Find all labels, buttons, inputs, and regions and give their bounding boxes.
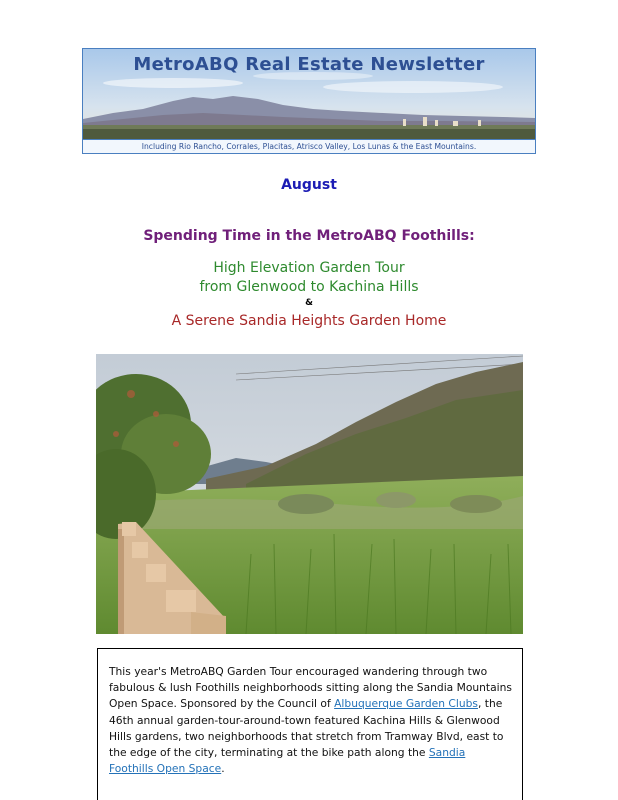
newsletter-month: August bbox=[281, 177, 337, 193]
article-text-box bbox=[97, 648, 523, 800]
article-text-part3: . bbox=[221, 762, 225, 776]
article-text-part1: This year's MetroABQ Garden Tour encouraged wandering through two fabulous & lush Foothills neighborhoods sitting along the Sandia Mountains Open Space. Sponsored by the Council of bbox=[109, 665, 512, 711]
albuquerque-garden-clubs-link[interactable]: Albuquerque Garden Clubs bbox=[334, 697, 478, 711]
banner-title: MetroABQ Real Estate Newsletter bbox=[133, 54, 485, 75]
foothills-photo bbox=[96, 354, 523, 634]
sandia-foothills-open-space-link[interactable]: Sandia Foothills Open Space bbox=[109, 746, 466, 776]
newsletter-banner bbox=[82, 48, 536, 154]
article-text-part2: , the 46th annual garden-tour-around-town featured Kachina Hills & Glenwood Hills gardens, two neighborhoods that stretch from Tramway Blvd, east to the edge of the city, terminating at the bike path along the bbox=[109, 697, 504, 760]
subheading-garden-tour: High Elevation Garden Tour bbox=[213, 260, 405, 276]
subheading-garden-home: A Serene Sandia Heights Garden Home bbox=[171, 313, 447, 329]
subheading-ampersand: & bbox=[305, 298, 313, 308]
article-headline: Spending Time in the MetroABQ Foothills: bbox=[143, 228, 475, 244]
banner-subtitle: Including Rio Rancho, Corrales, Placitas, Atrisco Valley, Los Lunas & the East Mountains. bbox=[83, 139, 535, 153]
subheading-glenwood-kachina: from Glenwood to Kachina Hills bbox=[199, 279, 419, 295]
